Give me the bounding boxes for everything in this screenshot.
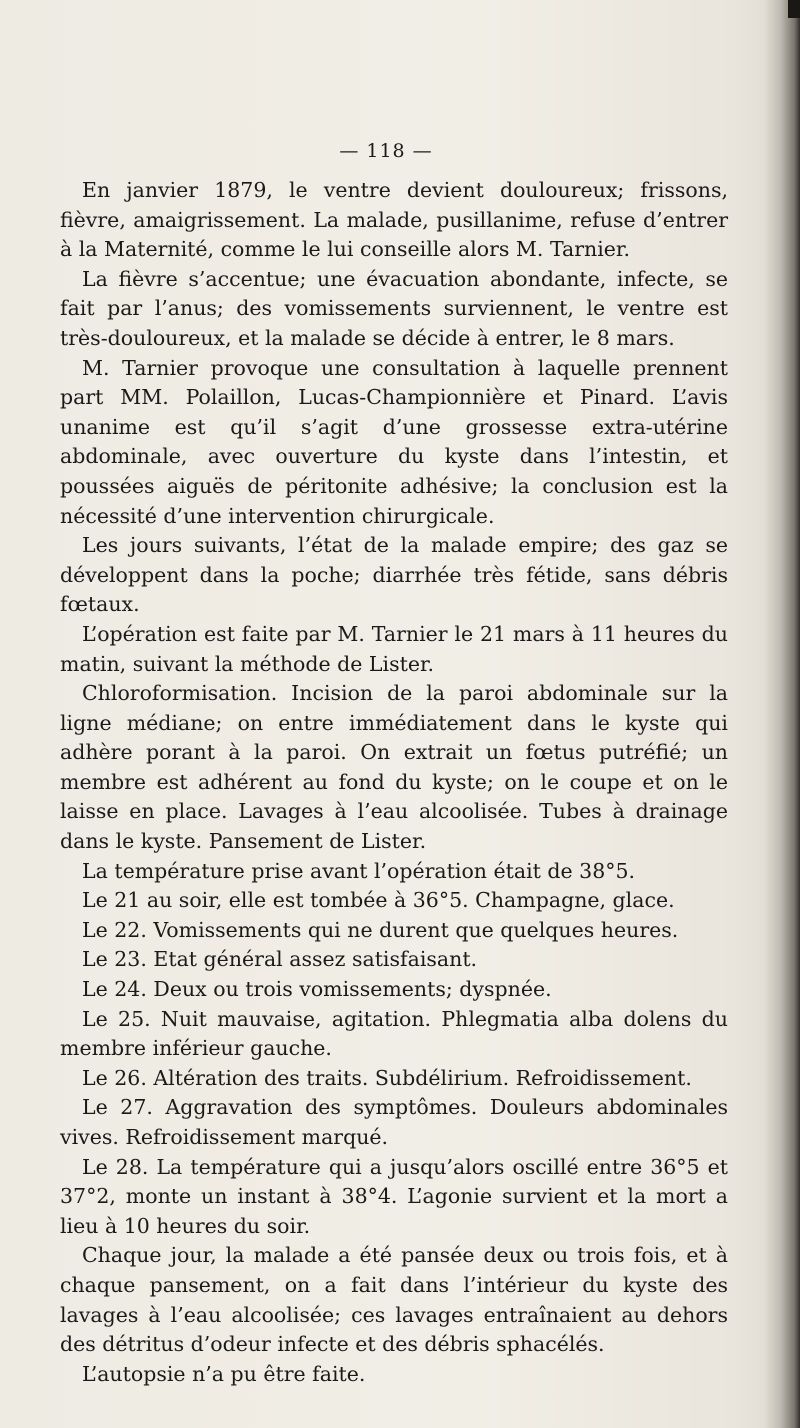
paragraph: L’autopsie n’a pu être faite. xyxy=(82,1361,366,1386)
paragraph: M. Tarnier provoque une consultation à laquelle prennent part MM. Polaillon, Lucas-Championnière et Pinard. L’avis unanime est qu’il s’agit d’une grossesse extra-utérine abdominale, avec ouverture du kyste dans l’intestin, et poussées aiguës de péritonite adhésive; la conclusion est la nécessité d’une intervention chirurgicale. xyxy=(60,355,728,528)
page-number: — 118 — xyxy=(339,140,433,162)
paragraph: Le 27. Aggravation des symptômes. Douleurs abdominales vives. Refroidissement marqué. xyxy=(60,1095,728,1149)
paragraph: Le 23. Etat général assez satisfaisant. xyxy=(82,947,478,972)
paragraph: Le 25. Nuit mauvaise, agitation. Phlegmatia alba dolens du membre inférieur gauche. xyxy=(60,1006,728,1061)
paragraph: Le 24. Deux ou trois vomissements; dyspnée. xyxy=(82,977,552,1002)
paragraph: Chaque jour, la malade a été pansée deux ou trois fois, et à chaque pansement, on a fait dans l’intérieur du kyste des lavages à l’eau alcoolisée; ces lavages entraînaient au dehors des détritus d’odeur infecte et des débris sphacélés. xyxy=(60,1243,728,1357)
paragraph: Les jours suivants, l’état de la malade empire; des gaz se développent dans la poche; diarrhée très fétide, sans débris fœtaux. xyxy=(60,533,728,617)
scan-corner-mark xyxy=(788,0,800,18)
paragraph: En janvier 1879, le ventre devient douloureux; frissons, fièvre, amaigrissement. La malade, pusillanime, refuse d’entrer à la Maternité, comme le lui conseille alors M. Tarnier. xyxy=(60,178,728,262)
paragraph: Chloroformisation. Incision de la paroi abdominale sur la ligne médiane; on entre immédiatement dans le kyste qui adhère porant à la paroi. On extrait un fœtus putréfié; un membre est adhérent au fond du kyste; on le coupe et on le laisse en place. Lavages à l’eau alcoolisée. Tubes à drainage dans le kyste. Pansement de Lister. xyxy=(60,681,728,854)
page-edge-shadow xyxy=(764,0,800,1428)
paragraph: Le 22. Vomissements qui ne durent que quelques heures. xyxy=(82,917,679,942)
paragraph: La fièvre s’accentue; une évacuation abondante, infecte, se fait par l’anus; des vomissements surviennent, le ventre est très-douloureux, et la malade se décide à entrer, le 8 mars. xyxy=(60,266,728,350)
paragraph: Le 28. La température qui a jusqu’alors oscillé entre 36°5 et 37°2, monte un instant à 38°4. L’agonie survient et la mort a lieu à 10 heures du soir. xyxy=(60,1154,728,1238)
paragraph: La température prise avant l’opération était de 38°5. xyxy=(82,858,636,883)
body-text xyxy=(60,176,728,1389)
paragraph: Le 21 au soir, elle est tombée à 36°5. Champagne, glace. xyxy=(82,888,675,913)
paragraph: Le 26. Altération des traits. Subdélirium. Refroidissement. xyxy=(82,1065,692,1090)
paragraph: L’opération est faite par M. Tarnier le 21 mars à 11 heures du matin, suivant la méthode de Lister. xyxy=(60,621,728,676)
